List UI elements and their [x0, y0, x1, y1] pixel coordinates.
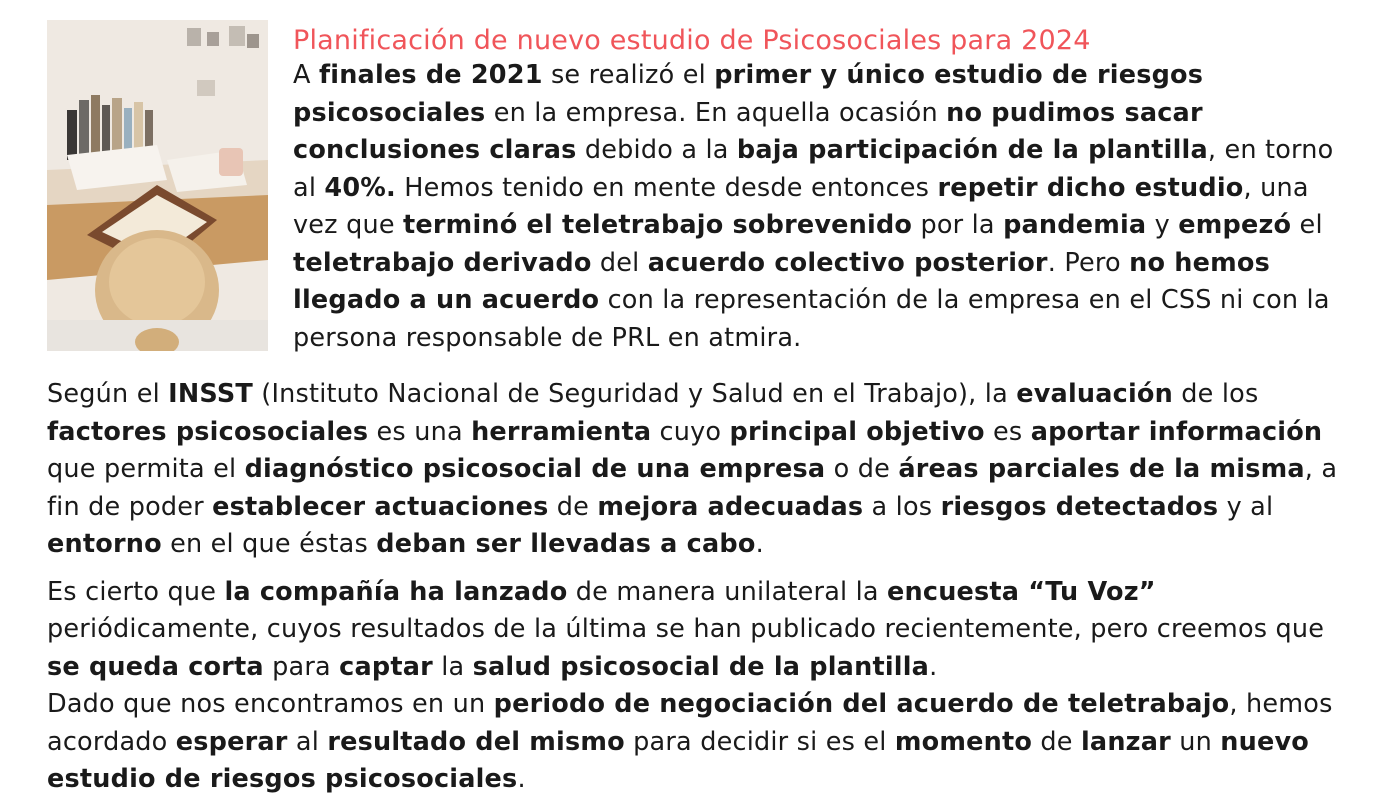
bold-phrase: terminó el teletrabajo sobrevenido	[403, 210, 913, 240]
bold-phrase: teletrabajo derivado	[293, 247, 592, 278]
bold-phrase: 40%.	[324, 172, 396, 203]
bold-phrase: resultado del mismo	[327, 726, 625, 757]
bold-phrase: finales de 2021	[318, 60, 543, 90]
bold-phrase: la compañía ha lanzado	[224, 576, 568, 607]
bold-phrase: pandemia	[1003, 210, 1147, 240]
text-run: .	[517, 764, 526, 794]
text-run: . Pero	[1047, 247, 1130, 278]
bold-phrase: nuevo estudio de riesgos psicosociales	[47, 726, 1310, 794]
bold-phrase: establecer actuaciones	[212, 491, 549, 522]
bold-phrase: riesgos detectados	[940, 491, 1219, 522]
text-run: para decidir si es el	[624, 726, 895, 757]
paragraph-insst	[47, 376, 1347, 564]
body-block	[47, 376, 1347, 799]
bold-phrase: principal objetivo	[729, 416, 985, 447]
bold-phrase: acuerdo colectivo posterior	[647, 247, 1048, 278]
text-run: (Instituto Nacional de Seguridad y Salud en el Trabajo), la	[252, 379, 1017, 409]
text-run: , hemos acordado	[47, 689, 1333, 757]
text-run: por la	[912, 210, 1004, 240]
intro-block	[293, 24, 1353, 357]
text-run: A	[293, 60, 319, 90]
bold-phrase: factores psicosociales	[47, 416, 369, 447]
text-run: de manera unilateral la	[567, 576, 888, 607]
bold-phrase: áreas parciales de la misma	[898, 454, 1305, 484]
text-run: Hemos tenido en mente desde entonces	[395, 172, 938, 203]
paragraph-history	[293, 57, 1353, 357]
bold-phrase: encuesta “Tu Voz”	[887, 576, 1156, 607]
person-with-book-on-head-photo	[47, 20, 268, 351]
text-run: un	[1170, 726, 1221, 757]
text-run: .	[755, 529, 764, 559]
text-run: o de	[825, 454, 899, 484]
bold-phrase: primer y único estudio de riesgos psicosociales	[293, 60, 1204, 128]
bold-phrase: repetir dicho estudio	[937, 172, 1244, 203]
text-run: en el que éstas	[161, 529, 377, 559]
bold-phrase: evaluación	[1016, 379, 1173, 409]
text-run: y	[1146, 210, 1179, 240]
text-run: de los	[1172, 379, 1259, 409]
bold-phrase: mejora adecuadas	[597, 491, 864, 522]
text-run: la	[432, 651, 473, 682]
text-run: , a fin de poder	[47, 454, 1338, 522]
bold-phrase: periodo de negociación del acuerdo de teletrabajo	[493, 689, 1230, 719]
page-title: Planificación de nuevo estudio de Psicosociales para 2024	[293, 25, 1091, 56]
bold-phrase: deban ser llevadas a cabo	[376, 529, 756, 559]
text-run: en la empresa. En aquella ocasión	[485, 97, 947, 128]
text-run: debido a la	[576, 135, 737, 165]
text-run: de	[1032, 726, 1081, 757]
bold-phrase: lanzar	[1080, 726, 1171, 757]
text-run: cuyo	[651, 416, 730, 447]
text-run: para	[263, 651, 340, 682]
bold-phrase: no pudimos sacar conclusiones claras	[293, 97, 1203, 165]
paragraph-negotiation	[47, 686, 1347, 799]
bold-phrase: aportar información	[1030, 416, 1323, 447]
text-run: periódicamente, cuyos resultados de la última se han publicado recientemente, pero creemos que	[47, 614, 1325, 644]
text-run: , en torno al	[293, 135, 1334, 203]
text-run: con la representación de la empresa en el CSS ni con la persona responsable de PRL en atmira.	[293, 285, 1330, 353]
text-run: se realizó el	[542, 60, 715, 90]
text-run: el	[1291, 210, 1323, 240]
bold-phrase: herramienta	[471, 416, 652, 447]
bold-phrase: captar	[339, 651, 433, 682]
text-run: que permita el	[47, 454, 245, 484]
bold-phrase: esperar	[175, 726, 288, 757]
bold-phrase: se queda corta	[47, 651, 264, 682]
text-run: de	[548, 491, 598, 522]
bold-phrase: baja participación de la plantilla	[736, 135, 1208, 165]
bold-phrase: empezó	[1178, 210, 1292, 240]
paragraph-tu-voz	[47, 574, 1347, 687]
text-run: del	[591, 247, 648, 278]
bold-phrase: entorno	[47, 529, 162, 559]
text-run: .	[929, 651, 938, 682]
text-run: Dado que nos encontramos en un	[47, 689, 494, 719]
bold-phrase: diagnóstico psicosocial de una empresa	[244, 454, 826, 484]
text-run: a los	[863, 491, 941, 522]
bold-phrase: INSST	[168, 379, 253, 409]
bold-phrase: salud psicosocial de la plantilla	[472, 651, 930, 682]
text-run: al	[287, 726, 328, 757]
bold-phrase: momento	[894, 726, 1033, 757]
text-run: Es cierto que	[47, 576, 225, 607]
text-run: es una	[368, 416, 472, 447]
text-run: , una vez que	[293, 172, 1309, 240]
text-run: es	[984, 416, 1031, 447]
bold-phrase: no hemos llegado a un acuerdo	[293, 247, 1270, 315]
text-run: y al	[1218, 491, 1274, 522]
text-run: Según el	[47, 379, 169, 409]
